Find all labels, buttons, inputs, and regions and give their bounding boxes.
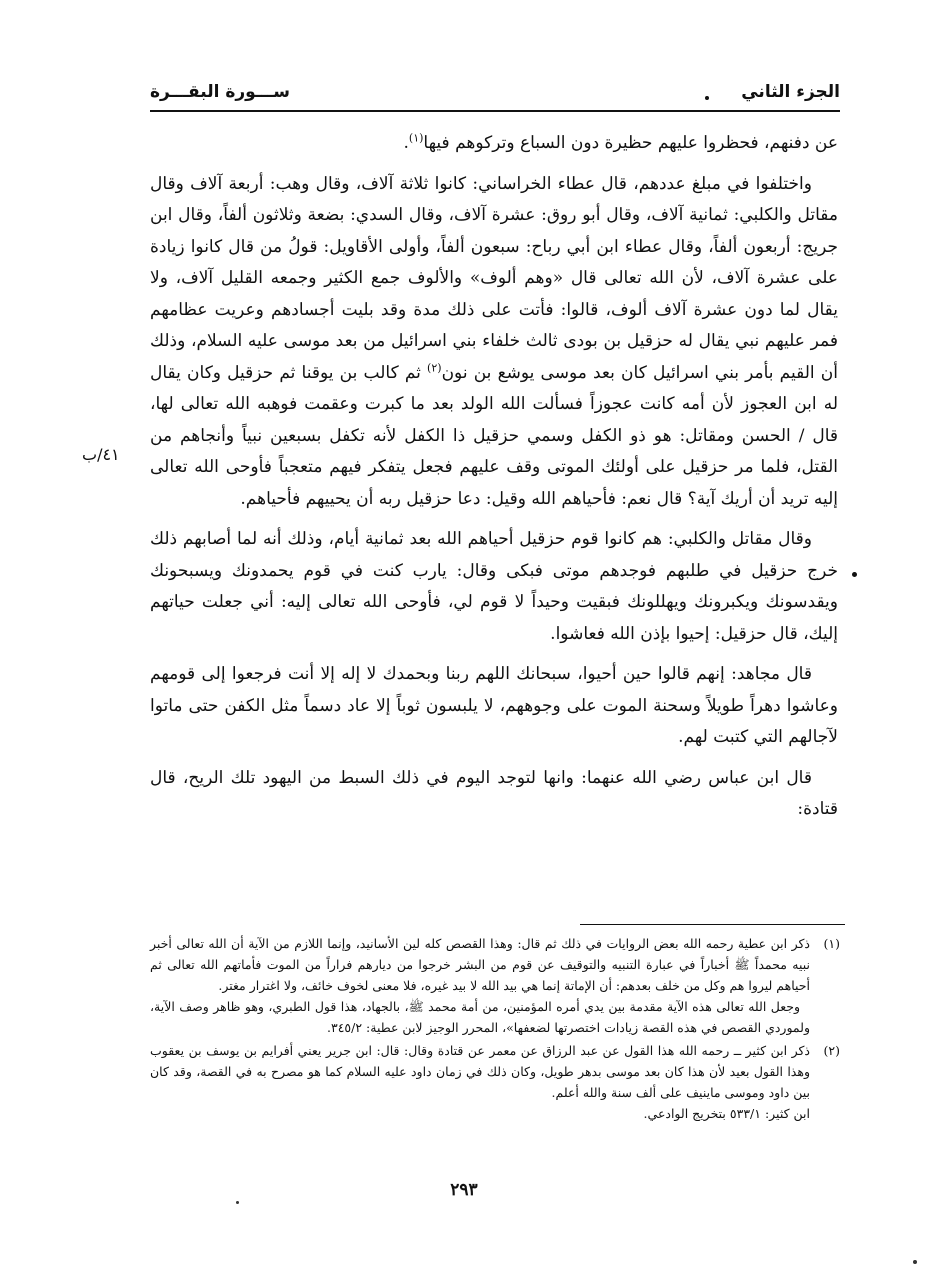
footnote-2-text-b: ابن كثير: ٥٣٣/١ بتخريج الوادعي.: [643, 1106, 810, 1121]
margin-dot-mark: [852, 572, 857, 577]
header-part-label: الجزء الثاني: [741, 82, 840, 102]
header-rule: [150, 110, 840, 112]
footnote-1-number: (١): [823, 936, 840, 951]
paragraph-2-text-b: ثم كالب بن يوقنا ثم حزقيل وكان يقال له ابن العجوز لأن أمه كانت عجوزاً فسألت الله الولد بعد ما كبرت وعقمت فوهبه الله تعالى لها، قال / الحسن ومقاتل: هو ذو الكفل وسمي حزقيل ذا الكفل لأنه تكفل بسبعين نبياً وأنجاهم من القتل، فلما مر حزقيل على أولئك الموتى وقف عليهم فجعل يتفكر فيهم متعجباً فأوحى الله تعالى إليه تريد أن أريك آية؟ قال نعم: فأحياهم الله وقيل: دعا حزقيل ربه أن يحييهم فأحياهم.: [150, 362, 838, 509]
paragraph-1-end: .: [403, 133, 409, 153]
footnote-ref-2: (٢): [427, 360, 442, 374]
paragraph-2: [150, 169, 838, 516]
page-number: ٢٩٣: [450, 1180, 478, 1200]
main-text: [150, 128, 838, 835]
footnote-1: [150, 933, 840, 1038]
footnote-2-text-a: ذكر ابن كثير ــ رحمه الله هذا القول عن عبد الرزاق عن معمر عن قتادة وقال: قال: ابن جرير يعني أفرايم بن يوسف بن يعقوب وهذا القول بعيد لأن هذا كان بعد موسى بدهر طويل، وكان ذلك في زمان داود عليه السلام كما هو مصرح به في القصة، وقد كان بين داود وموسى ماينيف على ألف سنة والله أعلم.: [150, 1043, 810, 1100]
footnote-rule: [580, 924, 845, 925]
footnote-2-number: (٢): [823, 1043, 840, 1058]
header-dot-mark: [705, 96, 709, 100]
paragraph-4: قال مجاهد: إنهم قالوا حين أحيوا، سبحانك اللهم ربنا وبحمدك لا إله إلا أنت فرجعوا إلى قومهم وعاشوا دهراً طويلاً وسحنة الموت على وجوههم، لا يلبسون ثوباً إلا عاد دسماً مثل الكفن حتى ماتوا لآجالهم التي كتبت لهم.: [150, 664, 838, 747]
scan-speck: [913, 1260, 917, 1264]
paragraph-1-text: عن دفنهم، فحظروا عليهم حظيرة دون السباع وتركوهم فيها: [423, 133, 838, 153]
footnotes: [150, 933, 840, 1126]
scan-speck: [236, 1201, 239, 1204]
paragraph-3: وقال مقاتل والكلبي: هم كانوا قوم حزقيل أحياهم الله بعد ثمانية أيام، وذلك أنه لما أصابهم ذلك خرج حزقيل في طلبهم فوجدهم موتى فبكى وقال: يارب كنت في قوم يحمدونك ويسبحونك ويقدسونك ويكبرونك ويهللونك فبقيت وحيداً لا قوم لي، فأوحى الله تعالى إليه: أني جعلت حياتهم إليك، قال حزقيل: إحيوا بإذن الله فعاشوا.: [150, 529, 838, 644]
header-surah-label: ســـورة البقـــرة: [150, 82, 290, 102]
footnote-1-text-a: ذكر ابن عطية رحمه الله بعض الروايات في ذلك ثم قال: وهذا القصص كله لين الأسانيد، وإنما اللازم من الآية أن الله تعالى أخبر نبيه محمداً ﷺ أخباراً في عبارة التنبيه والتوقيف عن قوم من البشر خرجوا من ديارهم فراراً من الموت فأماتهم الله تعالى ثم أحياهم ليروا هم وكل من خلف بعدهم: أن الإماتة إنما هي بيد الله لا بيد غيره، فلا معنى لخوف خائف، ولا اغترار مغتر.: [150, 936, 810, 993]
running-header: [150, 78, 840, 106]
paragraph-2-text-a: واختلفوا في مبلغ عددهم، قال عطاء الخراساني: كانوا ثلاثة آلاف، وقال وهب: أربعة آلاف وقال مقاتل والكلبي: ثمانية آلاف، وقال أبو روق: عشرة آلاف، وقال السدي: بضعة وثلاثون ألفاً، وقال ابن جريج: أربعون ألفاً، وقال عطاء ابن أبي رباح: سبعون ألفاً، وأولى الأقاويل: قولُ من قال كانوا زيادة على عشرة آلاف، لأن الله تعالى قال «وهم ألوف» والألوف جمع الكثير وجمعه القليل آلاف، ولا يقال لما دون عشرة آلاف ألوف، قالوا: فأتت على ذلك مدة وقد بليت أجسادهم وعريت عظامهم فمر عليهم نبي يقال له حزقيل بن بودى ثالث خلفاء بني اسرائيل من بعد موسى عليه السلام، وذلك أن القيم بأمر بني اسرائيل كان بعد موسى يوشع بن نون: [150, 173, 839, 383]
paragraph-1: [150, 128, 838, 160]
footnote-1-text-b: وجعل الله تعالى هذه الآية مقدمة بين يدي أمره المؤمنين، من أمة محمد ﷺ، بالجهاد، هذا قول الطبري، وهو ظاهر وصف الآية، ولموردي القصص في هذه القصة زيادات اختصرتها لضعفها»، المحرر الوجيز لابن عطية: ٣٤٥/٢.: [150, 999, 810, 1035]
footnote-ref-1: (١): [408, 131, 424, 145]
paragraph-5: قال ابن عباس رضي الله عنهما: وانها لتوجد اليوم في ذلك السبط من اليهود تلك الريح، قال قتادة:: [150, 767, 838, 819]
manuscript-folio-note: ٤١/ب: [82, 445, 120, 464]
footnote-2: [150, 1040, 840, 1124]
